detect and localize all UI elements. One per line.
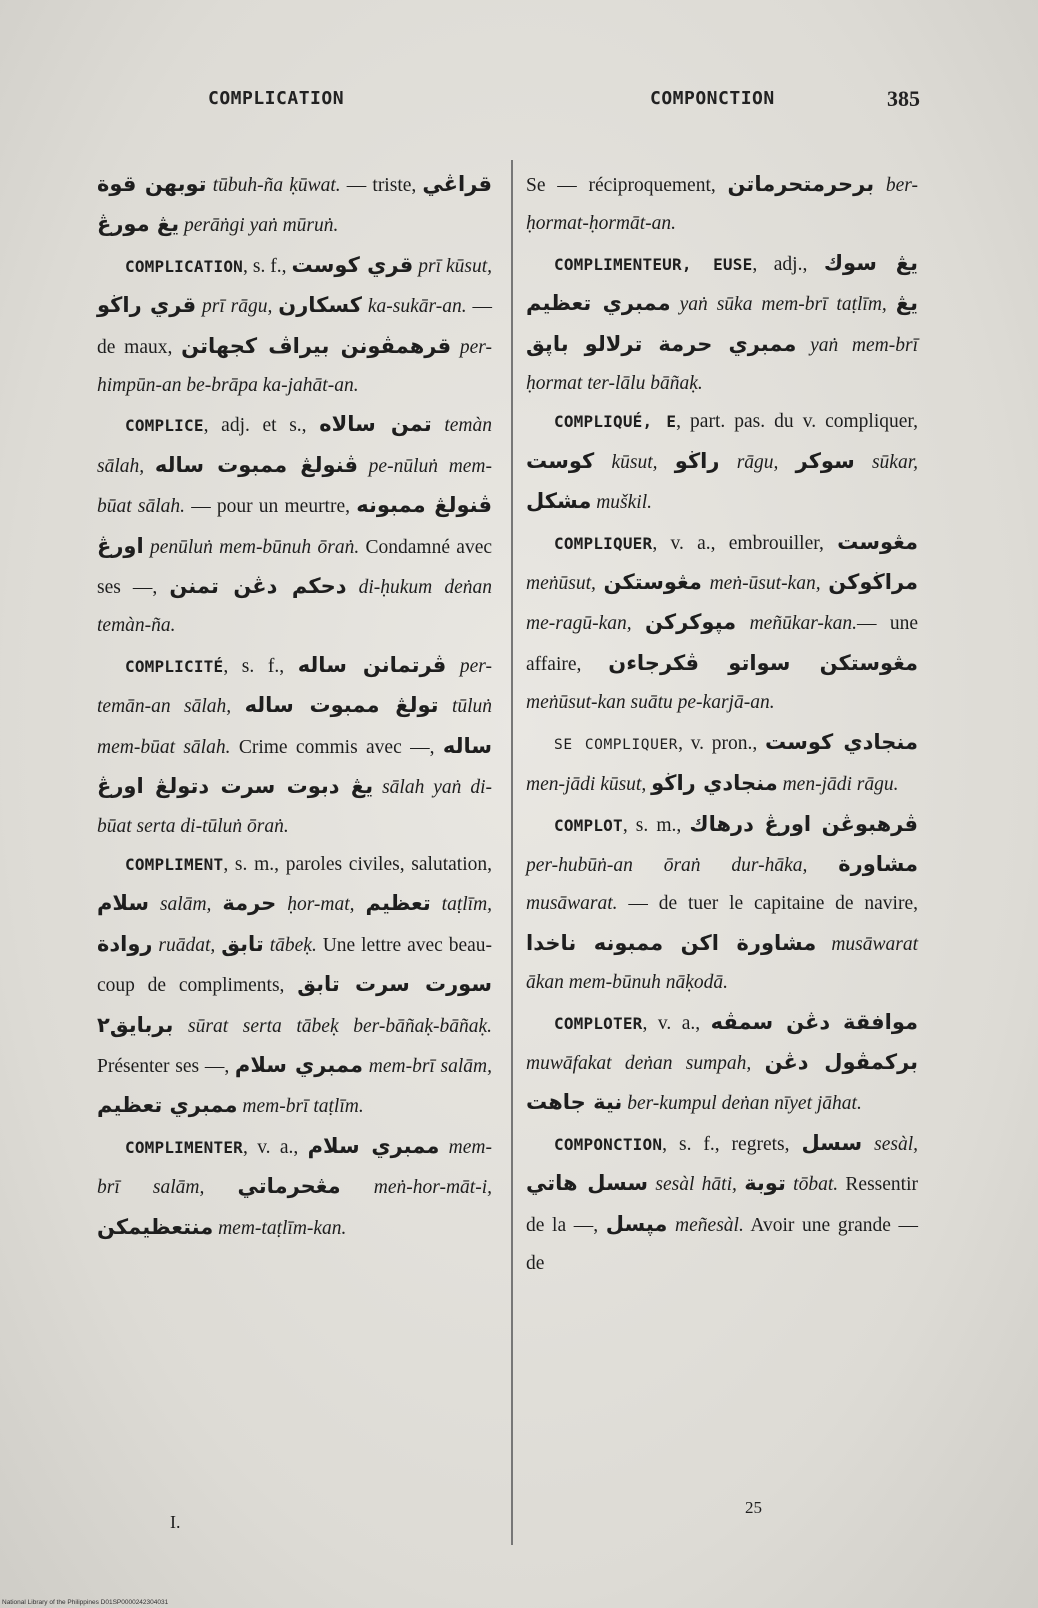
arabic-text: مراڬوكن: [828, 570, 919, 595]
entry-complicite: [97, 646, 492, 846]
arabic-text: يڠ سوك ممبري تعظيم: [526, 250, 919, 316]
arabic-text: مشاورة: [838, 851, 919, 876]
arabic-text: منتعظيمكن: [97, 1214, 214, 1239]
part-of-speech: , adj. et s.,: [203, 415, 307, 437]
french-text: — de tuer le capitaine de navire,: [617, 893, 918, 915]
part-of-speech: , s. m.,: [622, 814, 682, 836]
transliteration: prī rāgu,: [201, 296, 273, 318]
transliteration: mem-brī taṭlīm.: [242, 1096, 364, 1118]
transliteration: men-jādi rāgu.: [782, 774, 899, 796]
french-text: Condamné avec ses —,: [97, 536, 493, 599]
arabic-text: مپوكركن: [645, 610, 737, 635]
transliteration: men-jādi kūsut,: [526, 774, 647, 796]
arabic-text: برحرمتحرماتن: [727, 172, 875, 196]
transliteration: ruādat,: [158, 934, 216, 956]
transliteration: sesàl hāti,: [655, 1174, 737, 1196]
page-number: 385: [887, 86, 920, 111]
headword: COMPLIMENTEUR, EUSE: [554, 254, 753, 274]
arabic-text: كسكارن: [278, 293, 362, 318]
arabic-text: تولڠ ممبوت ساله: [244, 693, 439, 718]
entry-complication: [97, 246, 492, 406]
arabic-text: تمن سالاه: [319, 412, 432, 437]
transliteration: mem-taṭlīm-kan.: [218, 1217, 347, 1239]
transliteration: muškil.: [596, 492, 652, 514]
transliteration: sūkar,: [871, 451, 919, 473]
part-of-speech: , s. f.,: [223, 655, 285, 677]
transliteration: yaṅ mem-brī ḥormat ter-lālu bāñaḳ.: [526, 334, 918, 395]
transliteration: ḥor-mat,: [287, 894, 355, 916]
french-text: , part. pas. du v. compliquer,: [676, 411, 918, 433]
headword: SE COMPLIQUER: [554, 736, 679, 753]
transliteration: penūluṅ mem-būnuh ōraṅ.: [150, 536, 360, 558]
arabic-text: قرهمڤونن بيراڤ كجهاتن: [181, 333, 452, 358]
transliteration: kūsut,: [611, 451, 658, 473]
arabic-text: روادة: [97, 931, 153, 956]
arabic-text: يڠ ممبري حرمة ترلالو باپق: [526, 291, 919, 356]
entry-complimenter: [97, 1127, 492, 1248]
arabic-text: مڠوستكن سواتو ڤكرجاءن: [608, 650, 918, 675]
transliteration: salām,: [159, 894, 212, 916]
arabic-text: ممبري سلام: [234, 1052, 364, 1077]
transliteration: taṭlīm,: [441, 894, 493, 916]
french-text: Avoir une grande — de: [526, 1214, 918, 1274]
transliteration: per-himpūn-an be-brāpa ka-jahāt-an.: [97, 336, 492, 397]
arabic-text: تعظيم: [365, 891, 431, 916]
headword: COMPLOT: [554, 815, 623, 835]
part-of-speech: , v. pron.,: [678, 732, 758, 754]
arabic-text: قري كوست: [291, 252, 414, 277]
headword: COMPLIMENT: [125, 854, 224, 874]
part-of-speech: , s. f.,: [243, 255, 287, 277]
arabic-text: مڠحرماتي: [237, 1174, 341, 1199]
transliteration: meṅ-ūsut-kan,: [709, 573, 821, 595]
transliteration: meṅūsut-kan suātu pe-karjā-an.: [526, 692, 775, 714]
entry-complimenteur: [526, 244, 918, 404]
transliteration: tōbat.: [793, 1174, 839, 1196]
transliteration: meñesàl.: [675, 1214, 744, 1236]
arabic-text: مڠوستكن: [603, 570, 702, 595]
transliteration: perāṅgi yaṅ mūruṅ.: [184, 215, 339, 237]
transliteration: tūluṅ mem-būat sālah.: [97, 696, 493, 758]
arabic-text: ممبري سلام: [307, 1133, 440, 1158]
transliteration: musāwarat ākan mem-būnuh nāḳodā.: [526, 933, 918, 994]
arabic-text: توبة: [744, 1171, 786, 1196]
arabic-text: ساله يڠ دبوت سرت دتولڠ اورڠ: [97, 733, 492, 799]
transliteration: muwāfakat deṅan sumpah,: [526, 1052, 752, 1074]
part-of-speech: , v. a.,: [243, 1136, 299, 1158]
french-text: Crime commis avec —,: [230, 736, 435, 758]
arabic-text: مڠوست: [837, 529, 918, 554]
arabic-text: سسل هاتي: [526, 1171, 649, 1196]
arabic-text: دحكم دڠن تمنن: [169, 574, 347, 599]
entry-continuation: [97, 165, 492, 246]
entry-complique: [526, 403, 918, 522]
transliteration: mem-brī salām,: [368, 1055, 492, 1077]
transliteration: meñūkar-kan.: [749, 613, 857, 635]
right-column: [526, 165, 918, 1283]
french-text: Ressentir de la —,: [526, 1174, 918, 1236]
arabic-text: ڤرتمانن ساله: [297, 652, 447, 677]
headword: COMPLIQUER: [554, 533, 653, 553]
french-text: — triste,: [340, 175, 417, 196]
french-text: — pour un meurtre,: [185, 496, 351, 518]
right-running-head: COMPONCTION: [650, 88, 775, 109]
transliteration: per-temān-an sālah,: [97, 655, 493, 718]
arabic-text: مشكل: [526, 489, 592, 514]
french-text: — de maux,: [97, 296, 492, 358]
entry-componction: [526, 1124, 918, 1284]
transliteration: me-ragū-kan,: [526, 613, 632, 635]
transliteration: ber-ḥormat-ḥormāt-an.: [526, 175, 918, 235]
headword: COMPLICITÉ: [125, 656, 224, 676]
entry-compliment: [97, 846, 492, 1127]
part-of-speech: , s. f., regrets,: [662, 1133, 790, 1155]
arabic-text: بركمڤول دڠن نية جاهت: [526, 1049, 919, 1115]
arabic-text: مشاورة اكن ممبونه ناخدا: [526, 930, 817, 955]
arabic-text: مپسل: [605, 1211, 668, 1236]
headword: COMPLIMENTER: [125, 1137, 243, 1157]
column-divider: [511, 160, 513, 1545]
transliteration: ka-sukār-an.: [367, 296, 467, 318]
arabic-text: توبهن قوة: [97, 172, 207, 196]
signature-mark: I.: [170, 1512, 181, 1532]
headword: COMPLIQUÉ, E: [554, 412, 677, 432]
transliteration: musāwarat.: [526, 893, 618, 915]
transliteration: tābeḳ.: [269, 934, 317, 956]
arabic-text: قري راڬو: [97, 293, 197, 318]
transliteration: sesàl,: [874, 1133, 919, 1155]
french-text: , s. m., paroles civiles, salutation,: [223, 853, 492, 875]
transliteration: prī kūsut,: [418, 255, 493, 277]
transliteration: per-hubūṅ-an ōraṅ dur-hāka,: [526, 854, 808, 876]
transliteration: rāgu,: [736, 451, 779, 473]
arabic-text: ممبري تعظيم: [97, 1093, 238, 1118]
entry-complot: [526, 805, 918, 1003]
arabic-text: منجادي راڬو: [651, 771, 778, 796]
headword: COMPONCTION: [554, 1134, 663, 1154]
arabic-text: سسل: [801, 1130, 863, 1155]
transliteration: yaṅ sūka mem-brī taṭlīm,: [679, 294, 887, 316]
transliteration: mem-brī salām,: [97, 1136, 492, 1199]
arabic-text: سوكر: [795, 448, 855, 473]
entry-compliquer: [526, 523, 918, 723]
french-text: , v. a., embrouiller,: [652, 532, 824, 554]
arabic-text: ڤنولڠ ممبونه اورڠ: [97, 493, 492, 558]
gathering-number: 25: [745, 1498, 762, 1517]
arabic-text: كوست: [526, 448, 595, 473]
arabic-text: موافقة دڠن سمڤه: [710, 1009, 918, 1034]
left-running-head: COMPLICATION: [208, 88, 345, 109]
french-text: Une lettre avec beau-coup de compliments,: [97, 934, 492, 997]
library-credit: National Library of the Philippines D01SP0000242304031: [2, 1599, 169, 1606]
arabic-text: منجادي كوست: [764, 729, 918, 754]
part-of-speech: , adj.,: [752, 253, 808, 275]
transliteration: temàn sālah,: [97, 415, 493, 477]
transliteration: tūbuh-ña ḳūwat.: [212, 175, 341, 196]
transliteration: sūrat serta tābeḳ ber-bāñaḳ-bāñaḳ.: [188, 1015, 493, 1037]
transliteration: di-ḥukum deṅan temàn-ña.: [97, 577, 493, 637]
arabic-text: ڤرهبوڠن اورڠ درهاك: [689, 811, 918, 836]
entry-complice: [97, 405, 492, 645]
headword: COMPLICATION: [125, 256, 243, 276]
part-of-speech: , v. a.,: [642, 1012, 701, 1034]
headword: COMPLOTER: [554, 1013, 643, 1033]
arabic-text: حرمة: [222, 891, 277, 916]
arabic-text: ڤنولڠ ممبوت ساله: [154, 452, 358, 477]
arabic-text: راڬو: [674, 448, 720, 473]
entry-comploter: [526, 1003, 918, 1124]
arabic-text: قراڠي يڠ مورڠ: [97, 172, 493, 237]
entry-continuation: [526, 165, 918, 244]
french-text: Présenter ses —,: [97, 1055, 230, 1077]
transliteration: meṅ-hor-māt-i,: [373, 1177, 492, 1199]
headword: COMPLICE: [125, 416, 204, 436]
french-text: — une affaire,: [526, 613, 919, 675]
transliteration: pe-nūluṅ mem-būat sālah.: [97, 455, 493, 518]
left-column: [97, 165, 492, 1248]
arabic-text: تابق: [221, 931, 264, 956]
entry-se-compliquer: [526, 723, 918, 805]
transliteration: sālah yaṅ di-būat serta di-tūluṅ ōraṅ.: [97, 777, 492, 837]
transliteration: ber-kumpul deṅan nīyet jāhat.: [627, 1093, 862, 1115]
arabic-text: سلام: [97, 891, 149, 916]
transliteration: meṅūsut,: [526, 573, 596, 595]
french-text: Se — réciproquement,: [526, 175, 716, 196]
arabic-text: سورت سرت تابق بربايق٢: [97, 972, 492, 1037]
